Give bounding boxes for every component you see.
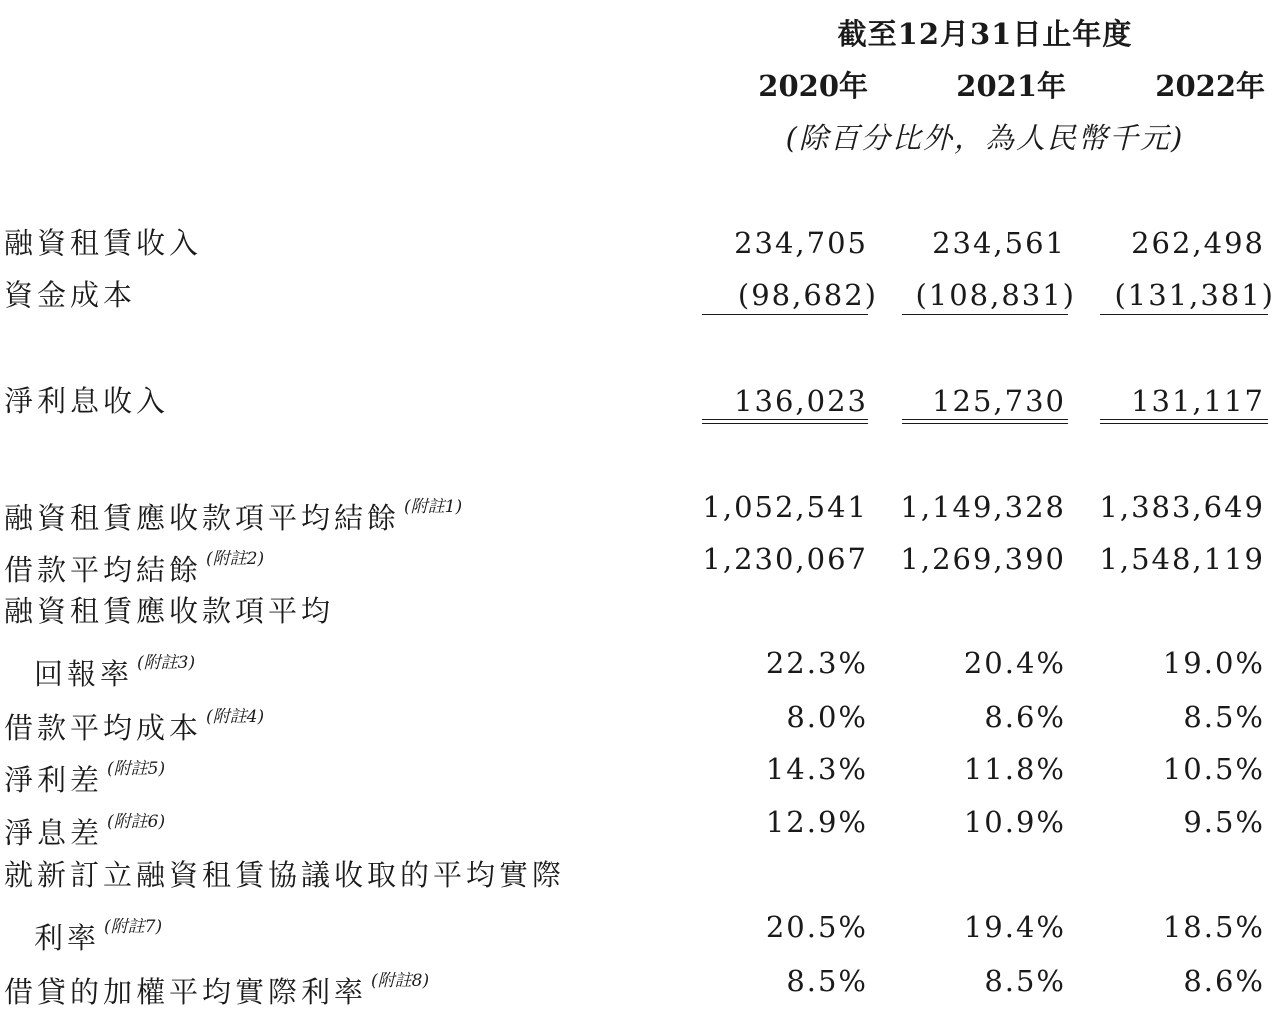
row-label-effective-rate-new-leases-line1 <box>4 856 565 894</box>
note-ref: (附註2) <box>206 549 265 569</box>
label-text: 融資租賃收入 <box>4 226 203 260</box>
label-text: 資金成本 <box>4 278 137 312</box>
row-label-avg-borrowing-cost <box>4 698 264 747</box>
label-text: 融資租賃應收款項平均結餘 <box>4 501 401 535</box>
label-text: 利率 <box>34 921 101 955</box>
label-text: 就新訂立融資租賃協議收取的平均實際 <box>4 858 566 892</box>
label-text: 淨利息收入 <box>4 384 170 418</box>
row-label-net-interest-income <box>4 382 169 420</box>
label-text: 借款平均成本 <box>4 711 203 745</box>
unit-note: (除百分比外，為人民幣千元) <box>785 121 1185 155</box>
value-weighted-avg-borrowing-rate-2020: 8.5% <box>786 964 868 998</box>
value-effective-rate-new-leases-2021: 19.4% <box>963 910 1066 944</box>
total-double-rule-2021 <box>902 419 1068 424</box>
label-text: 淨息差 <box>4 816 104 850</box>
value-net-interest-margin-2020: 12.9% <box>765 805 868 839</box>
row-label-cost-of-funds <box>4 276 136 314</box>
value-cost-of-funds-2021: (108,831) <box>915 278 1076 312</box>
year-2021-header: 2021年 <box>956 69 1066 103</box>
subtotal-rule-2021 <box>902 314 1068 315</box>
value-avg-borrowing-cost-2022: 8.5% <box>1183 700 1265 734</box>
note-ref: (附註3) <box>137 653 196 673</box>
value-weighted-avg-borrowing-rate-2021: 8.5% <box>984 964 1066 998</box>
note-ref: (附註6) <box>107 812 166 832</box>
label-text: 借款平均結餘 <box>4 553 203 587</box>
value-avg-return-2022: 19.0% <box>1162 646 1265 680</box>
value-net-spread-2022: 10.5% <box>1162 752 1265 786</box>
value-net-interest-income-2022: 131,117 <box>1131 384 1265 418</box>
note-ref: (附註5) <box>107 759 166 779</box>
row-label-avg-borrowings <box>4 540 264 589</box>
value-avg-borrowings-2021: 1,269,390 <box>900 542 1066 576</box>
subtotal-rule-2020 <box>702 314 868 315</box>
value-net-interest-margin-2022: 9.5% <box>1183 805 1265 839</box>
value-net-interest-income-2021: 125,730 <box>932 384 1066 418</box>
row-label-effective-rate-new-leases-line2 <box>34 908 162 957</box>
row-label-net-spread <box>4 750 165 799</box>
row-label-avg-return-line2 <box>34 644 195 693</box>
value-finance-lease-income-2022: 262,498 <box>1131 226 1265 260</box>
label-text: 回報率 <box>34 657 134 691</box>
value-avg-return-2020: 22.3% <box>765 646 868 680</box>
label-text: 融資租賃應收款項平均 <box>4 594 335 628</box>
value-net-interest-margin-2021: 10.9% <box>963 805 1066 839</box>
note-ref: (附註7) <box>104 917 163 937</box>
label-text: 借貸的加權平均實際利率 <box>4 975 368 1009</box>
total-double-rule-2022 <box>1100 419 1268 424</box>
value-avg-lease-receivables-2022: 1,383,649 <box>1099 490 1265 524</box>
value-avg-borrowing-cost-2020: 8.0% <box>786 700 868 734</box>
label-text: 淨利差 <box>4 763 104 797</box>
total-double-rule-2020 <box>702 419 868 424</box>
note-ref: (附註1) <box>404 497 463 517</box>
value-avg-borrowing-cost-2021: 8.6% <box>984 700 1066 734</box>
row-label-net-interest-margin <box>4 803 165 852</box>
value-avg-lease-receivables-2021: 1,149,328 <box>900 490 1066 524</box>
value-avg-borrowings-2022: 1,548,119 <box>1099 542 1265 576</box>
note-ref: (附註8) <box>371 971 430 991</box>
value-weighted-avg-borrowing-rate-2022: 8.6% <box>1183 964 1265 998</box>
value-avg-return-2021: 20.4% <box>963 646 1066 680</box>
value-net-interest-income-2020: 136,023 <box>734 384 868 418</box>
row-label-avg-lease-receivables <box>4 488 462 537</box>
value-finance-lease-income-2021: 234,561 <box>932 226 1066 260</box>
year-2020-header: 2020年 <box>758 69 868 103</box>
row-label-avg-return-line1 <box>4 592 334 630</box>
subtotal-rule-2022 <box>1100 314 1268 315</box>
value-avg-lease-receivables-2020: 1,052,541 <box>702 490 868 524</box>
row-label-weighted-avg-borrowing-rate <box>4 962 429 1011</box>
row-label-finance-lease-income <box>4 224 202 262</box>
note-ref: (附註4) <box>206 707 265 727</box>
year-2022-header: 2022年 <box>1155 69 1265 103</box>
value-cost-of-funds-2020: (98,682) <box>737 278 878 312</box>
value-effective-rate-new-leases-2022: 18.5% <box>1162 910 1265 944</box>
value-cost-of-funds-2022: (131,381) <box>1114 278 1275 312</box>
value-net-spread-2020: 14.3% <box>765 752 868 786</box>
period-header: 截至12月31日止年度 <box>837 17 1133 51</box>
value-net-spread-2021: 11.8% <box>963 752 1066 786</box>
value-avg-borrowings-2020: 1,230,067 <box>702 542 868 576</box>
value-effective-rate-new-leases-2020: 20.5% <box>765 910 868 944</box>
value-finance-lease-income-2020: 234,705 <box>734 226 868 260</box>
